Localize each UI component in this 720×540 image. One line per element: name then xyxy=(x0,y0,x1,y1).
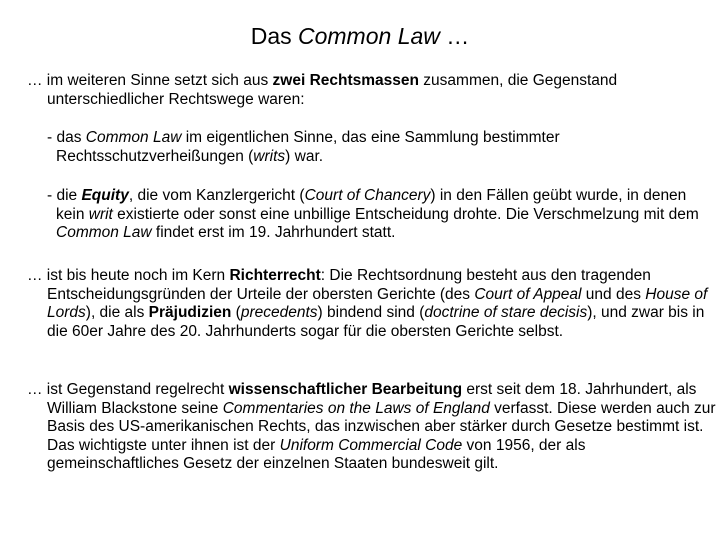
paragraph-two-bodies-of-law: … im weiteren Sinne setzt sich aus zwei Rechtsmassen zusammen, die Gegenstand unterschiedlicher Rechtswege waren: xyxy=(27,72,618,108)
term-writs: writs xyxy=(253,147,286,165)
term-common-law: Common Law xyxy=(85,129,182,146)
term-commentaries: Commentaries on the Laws of England xyxy=(222,399,490,417)
term-precedents: precedents xyxy=(240,304,318,321)
term-common-law-2: Common Law xyxy=(56,224,152,241)
title-text: Das xyxy=(250,23,298,49)
emphasis-richterrecht: Richterrecht xyxy=(229,267,321,284)
term-stare-decisis: doctrine of stare decisis xyxy=(424,304,588,321)
term-equity: Equity xyxy=(81,187,129,204)
term-court-of-chancery: Court of Chancery xyxy=(304,187,431,204)
slide-title xyxy=(0,22,720,50)
title-ellipsis: … xyxy=(439,23,470,49)
term-uniform-commercial-code: Uniform Commercial Code xyxy=(279,436,463,454)
paragraph-richterrecht: … ist bis heute noch im Kern Richterrecht: Die Rechtsordnung besteht aus den tragenden Entscheidungsgründen der Urteile der obersten Gerichte (des Court of Appeal und des House of Lords), die als Präjudizien (precedents) bindend sind (doctrine of stare decisis), und zwar bis in die 60er Jahre des 20. Jahrhunderts sogar für die obersten Gerichte selbst. xyxy=(27,267,708,340)
title-common-law: Common Law xyxy=(298,23,440,49)
emphasis-wissenschaftliche-bearbeitung: wissenschaftlicher Bearbeitung xyxy=(228,381,463,398)
paragraph-common-law-proper: - das Common Law im eigentlichen Sinne, das eine Sammlung bestimmter Rechtsschutzverheißungen (writs) war. xyxy=(47,129,560,165)
term-writ: writ xyxy=(88,205,113,223)
emphasis-praejudizien: Präjudizien xyxy=(148,304,232,321)
paragraph-equity: - die Equity, die vom Kanzlergericht (Court of Chancery) in den Fällen geübt wurde, in denen kein writ existierte oder sonst eine unbillige Entscheidung drohte. Die Verschmelzung mit dem Common Law findet erst im 19. Jahrhundert statt. xyxy=(47,187,699,241)
emphasis-zwei-rechtsmassen: zwei Rechtsmassen xyxy=(272,72,419,89)
paragraph-wissenschaft: … ist Gegenstand regelrecht wissenschaftlicher Bearbeitung erst seit dem 18. Jahrhundert, als William Blackstone seine Commentaries on the Laws of England verfasst. Diese werden auch zur Basis des US-amerikanischen Rechts, das inzwischen aber stärker durch Gesetze bestimmt ist. Das wichtigste unter ihnen ist der Uniform Commercial Code von 1956, der als gemeinschaftliches Gesetz der einzelnen Staaten bundesweit gilt. xyxy=(27,381,716,472)
term-house-of-lords: House of Lords xyxy=(47,285,708,321)
term-court-of-appeal: Court of Appeal xyxy=(474,285,582,303)
